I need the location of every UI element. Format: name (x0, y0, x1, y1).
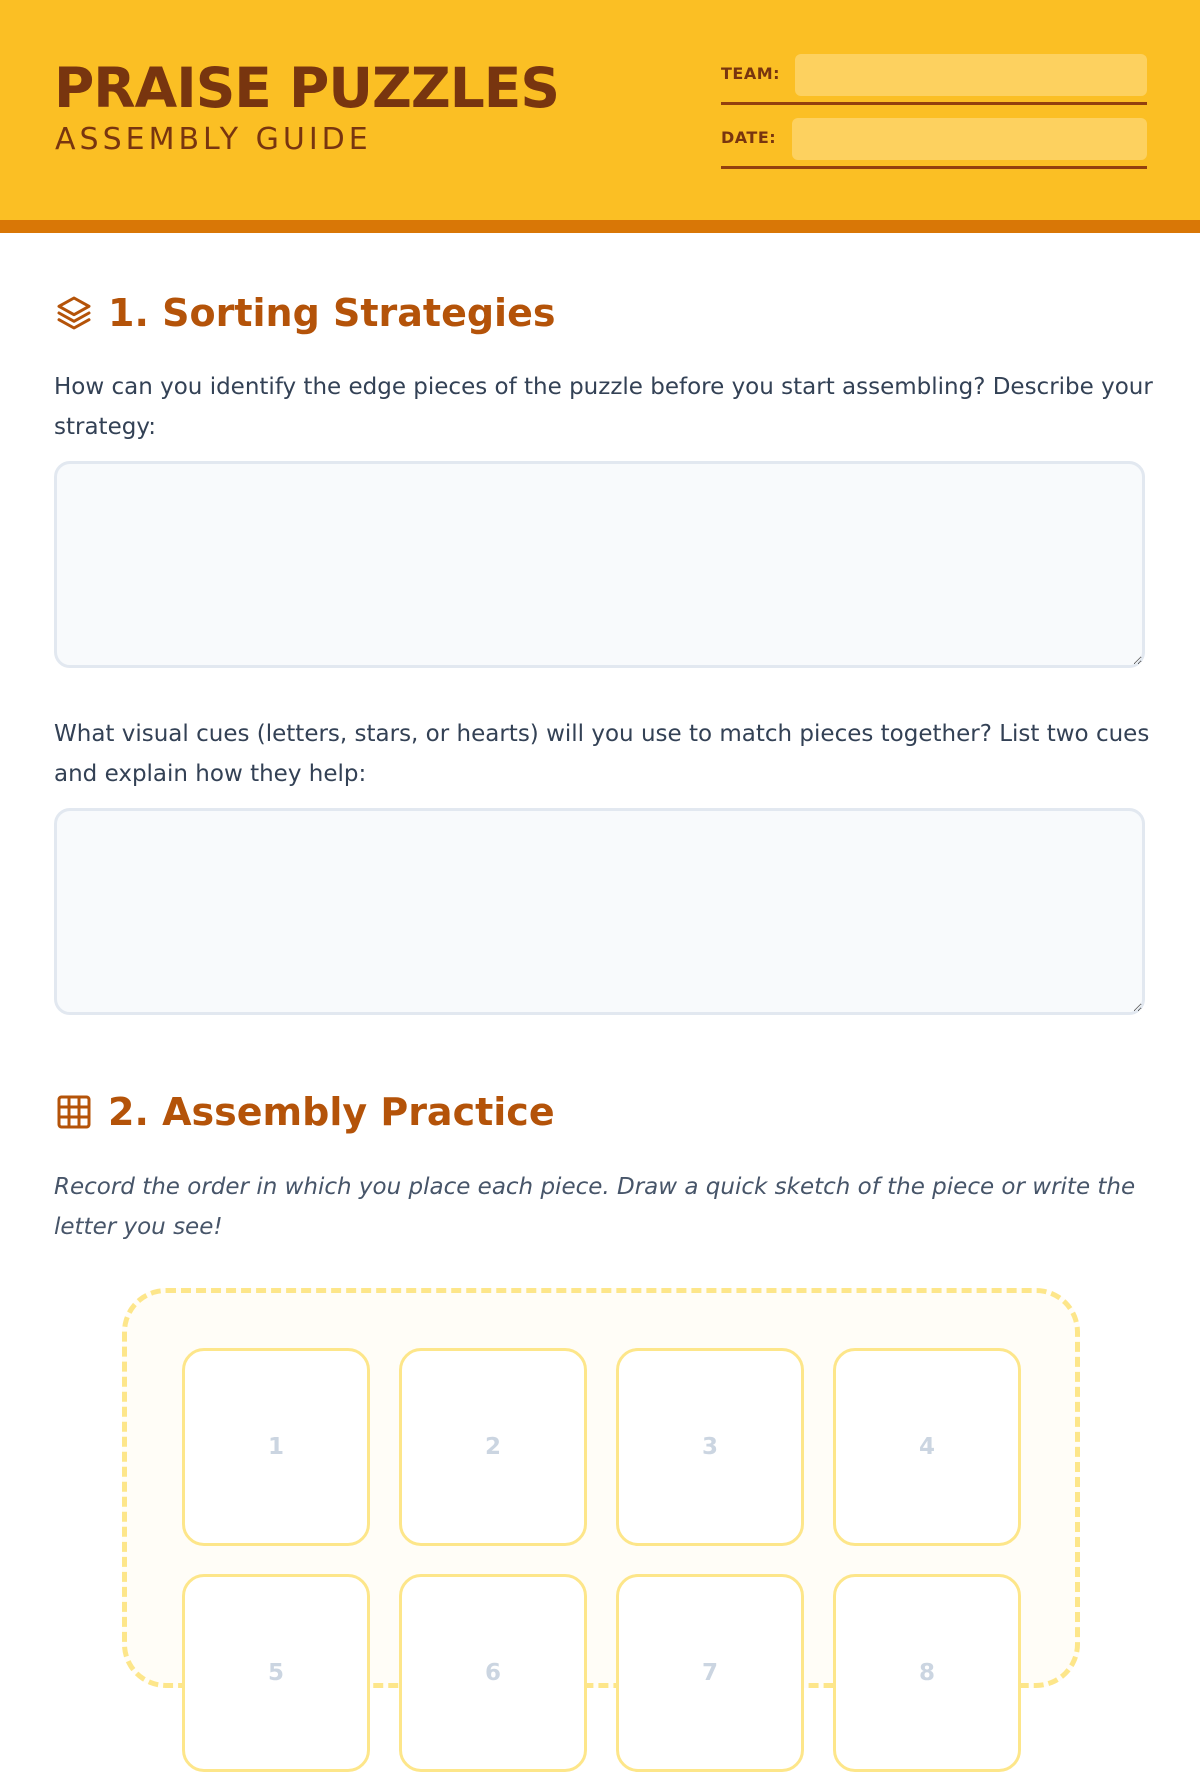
answer-textarea[interactable] (54, 461, 1145, 668)
puzzle-piece-slot[interactable] (182, 1348, 370, 1546)
page-header (0, 0, 1200, 233)
team-label: TEAM: (721, 64, 781, 83)
team-input[interactable] (795, 54, 1147, 96)
puzzle-piece-slot[interactable] (616, 1348, 804, 1546)
piece-number: 1 (267, 1434, 284, 1460)
question-prompt: How can you identify the edge pieces of the puzzle before you start assembling? Describe your strategy: (54, 374, 1153, 440)
piece-number: 4 (918, 1434, 935, 1460)
date-label: DATE: (721, 128, 777, 147)
date-input[interactable] (792, 118, 1147, 160)
puzzle-board (122, 1288, 1080, 1688)
puzzle-piece-slot[interactable] (833, 1574, 1021, 1772)
section-sorting-strategies (54, 288, 555, 338)
piece-number: 6 (484, 1660, 501, 1686)
page-title: PRAISE PUZZLES (54, 56, 559, 120)
answer-textarea[interactable] (54, 808, 1145, 1015)
assembly-instructions: Record the order in which you place each piece. Draw a quick sketch of the piece or write the letter you see! (54, 1174, 1136, 1240)
team-field-row (721, 54, 1147, 105)
puzzle-piece-slot[interactable] (182, 1574, 370, 1772)
section-title: 1. Sorting Strategies (108, 291, 556, 335)
puzzle-piece-slot[interactable] (399, 1348, 587, 1546)
piece-number: 7 (701, 1660, 718, 1686)
piece-number: 2 (484, 1434, 501, 1460)
question-prompt: What visual cues (letters, stars, or hearts) will you use to match pieces together? List two cues and explain how they help: (54, 721, 1150, 787)
layers-icon (54, 293, 94, 333)
page-subtitle: ASSEMBLY GUIDE (55, 122, 372, 157)
piece-number: 8 (918, 1660, 935, 1686)
section-title: 2. Assembly Practice (108, 1090, 555, 1134)
grid-icon (54, 1092, 94, 1132)
puzzle-piece-slot[interactable] (616, 1574, 804, 1772)
piece-number: 3 (701, 1434, 718, 1460)
section-assembly-practice (54, 1087, 555, 1137)
piece-number: 5 (267, 1660, 284, 1686)
puzzle-piece-slot[interactable] (399, 1574, 587, 1772)
puzzle-piece-slot[interactable] (833, 1348, 1021, 1546)
date-field-row (721, 118, 1147, 169)
